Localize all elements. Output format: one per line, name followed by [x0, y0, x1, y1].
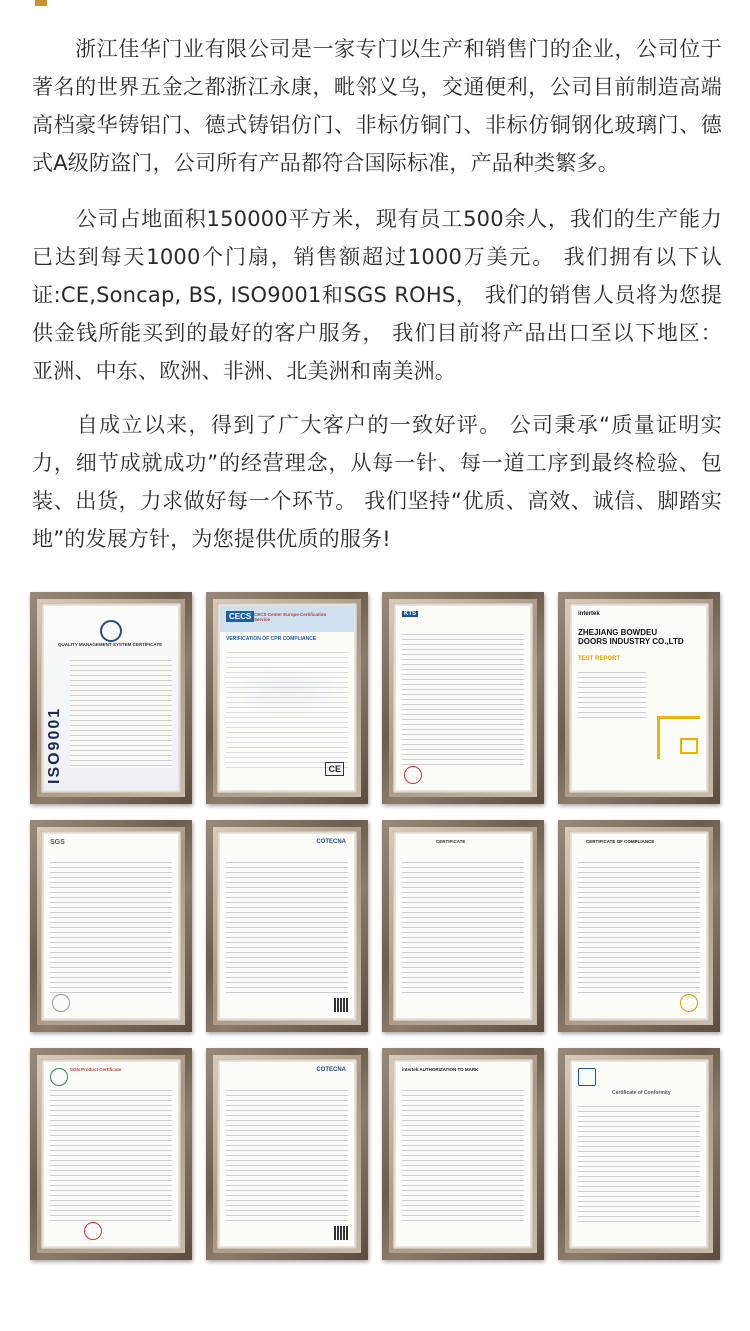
certificate-doc	[220, 606, 354, 790]
certificate-frame-cotecna-1[interactable]	[206, 820, 368, 1032]
certificate-doc	[572, 834, 706, 1018]
certificate-frame-certificate[interactable]	[382, 820, 544, 1032]
certificate-header: COTECNA	[316, 839, 346, 845]
certificate-doc	[220, 1062, 354, 1246]
certificate-header: KTS	[404, 611, 416, 617]
report-company-title: ZHEJIANG BOWDEU DOORS INDUSTRY CO.,LTD	[578, 628, 684, 646]
certificate-header: COTECNA	[316, 1067, 346, 1073]
ce-mark-icon: CE	[325, 762, 344, 776]
intro-paragraph-3: 自成立以来，得到了广大客户的一致好评。 公司秉承“质量证明实力，细节成就成功”的经营理念，从每一针、每一道工序到最终检验、包装、出货，力求做好每一个环节。 我们坚持“优质、高效、诚信、脚踏实地”的发展方针，为您提供优质的服务!	[32, 413, 722, 551]
certificate-header: CERTIFICATE OF COMPLIANCE	[586, 839, 655, 844]
certificate-frame-conformity[interactable]	[558, 1048, 720, 1260]
certificate-frame-sgs[interactable]	[30, 820, 192, 1032]
report-subtitle: TEST REPORT	[578, 656, 621, 662]
certificate-frame-intertek-authorization[interactable]	[382, 1048, 544, 1260]
qr-code-icon	[334, 1226, 348, 1240]
certificate-doc	[396, 834, 530, 1018]
certificate-frame-son[interactable]	[30, 1048, 192, 1260]
certification-logo-icon	[100, 620, 122, 642]
certificate-doc	[396, 606, 530, 790]
intro-paragraph-2: 公司占地面积150000平方米，现有员工500余人，我们的生产能力已达到每天1000个门扇，销售额超过1000万美元。 我们拥有以下认证:CE,Soncap, BS, ISO9001和SGS ROHS， 我们的销售人员将为您提供金钱所能买到的最好的客户服务， 我们目前将产品出口至以下地区： 亚洲、中东、欧洲、非洲、北美洲和南美洲。	[32, 207, 722, 383]
certificate-frame-kts[interactable]	[382, 592, 544, 804]
certificate-frame-cecs[interactable]	[206, 592, 368, 804]
certificate-doc	[44, 606, 178, 790]
certificate-frame-compliance[interactable]	[558, 820, 720, 1032]
certificate-subtitle: VERIFICATION OF CPR COMPLIANCE	[226, 636, 317, 642]
intro-paragraph-1: 浙江佳华门业有限公司是一家专门以生产和销售门的企业，公司位于著名的世界五金之都浙江永康，毗邻义乌，交通便利，公司目前制造高端高档豪华铸铝门、德式铸铝仿门、非标仿铜门、非标仿铜钢化玻璃门、德式A级防盗门，公司所有产品都符合国际标准，产品种类繁多。	[32, 37, 722, 175]
certificate-frame-intertek-test-report[interactable]	[558, 592, 720, 804]
certificate-frame-cotecna-2[interactable]	[206, 1048, 368, 1260]
certificate-header: CECS Center Europe Certification Service	[254, 612, 327, 622]
certificate-doc	[44, 834, 178, 1018]
cecs-logo: CECS	[226, 611, 254, 622]
certificate-header: Certificate of Conformity	[612, 1090, 671, 1096]
certificate-doc	[396, 1062, 530, 1246]
certificate-header: CERTIFICATE	[436, 839, 466, 844]
certificate-doc	[572, 606, 706, 790]
qr-code-icon	[334, 998, 348, 1012]
certificate-header: SGS	[50, 839, 65, 846]
top-accent-mark	[35, 0, 47, 6]
certificate-header: SON Product Certificate	[70, 1067, 122, 1072]
certificate-header: intertek AUTHORIZATION TO MARK	[402, 1067, 479, 1072]
iso9001-mark: ISO9001	[46, 706, 63, 784]
certificate-frame-iso9001[interactable]	[30, 592, 192, 804]
certificate-header: QUALITY MANAGEMENT SYSTEM CERTIFICATE	[58, 642, 163, 647]
certificate-doc	[572, 1062, 706, 1246]
certificate-doc	[220, 834, 354, 1018]
certificate-header: intertek	[578, 611, 600, 617]
certificate-doc	[44, 1062, 178, 1246]
